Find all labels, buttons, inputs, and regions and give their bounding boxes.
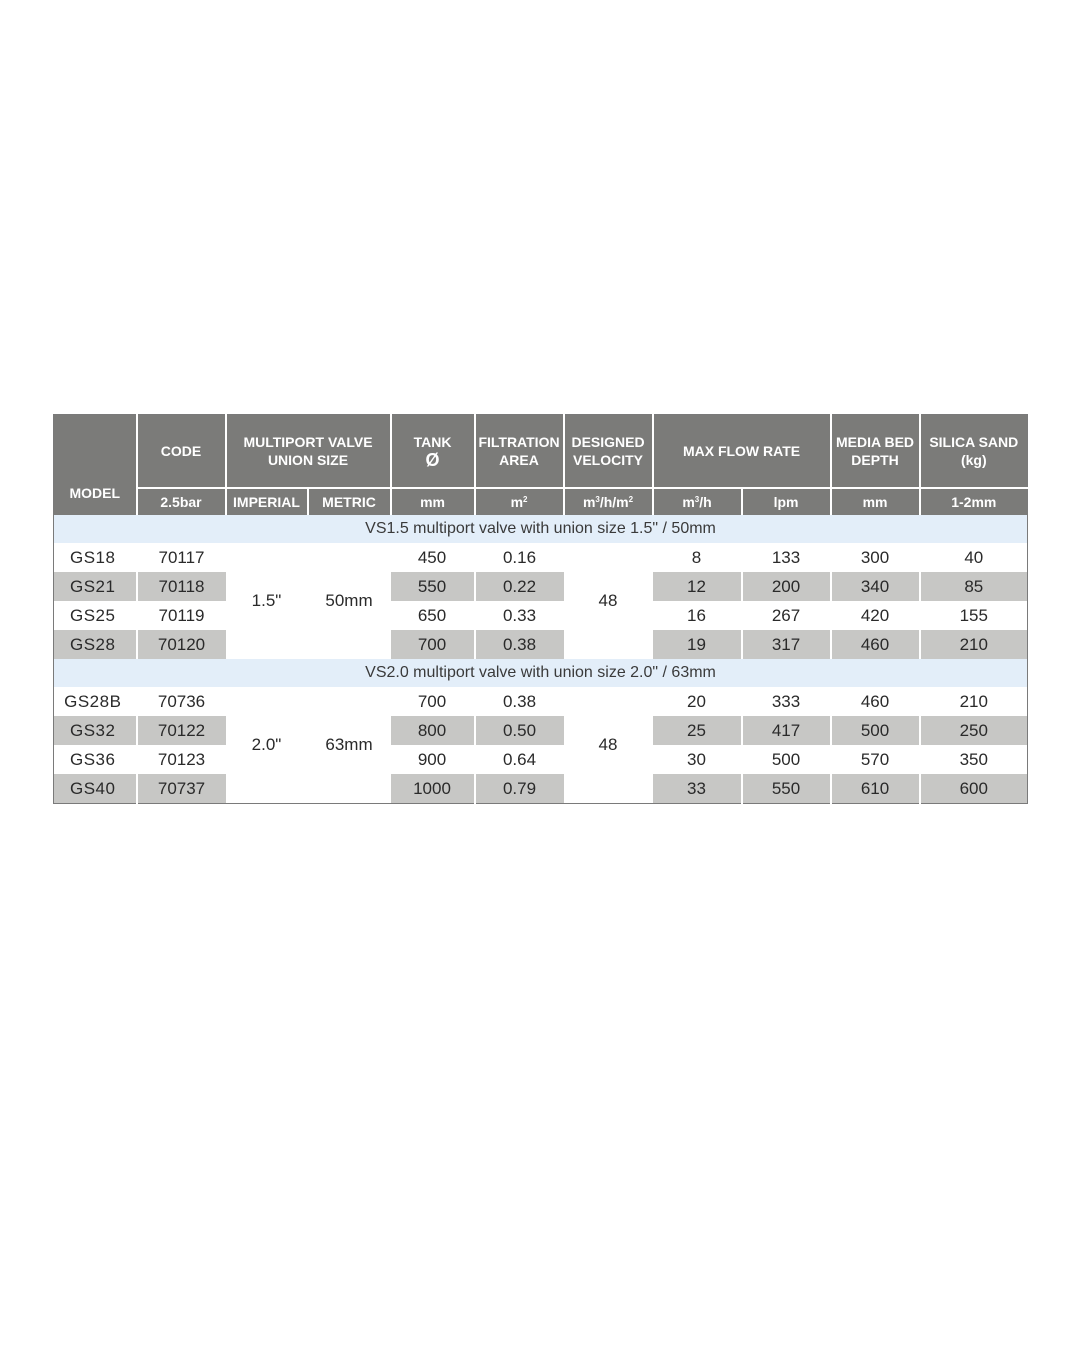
tank-header xyxy=(391,415,475,489)
media-cell: 460 xyxy=(831,687,920,716)
table-row xyxy=(54,572,1028,601)
flow-m3h-cell: 12 xyxy=(653,572,742,601)
code-header-label: CODE xyxy=(160,443,202,459)
tank-unit: mm xyxy=(391,488,475,515)
sand-unit: 1-2mm xyxy=(920,488,1028,515)
flow-m3h-cell: 19 xyxy=(653,630,742,659)
imperial-unit: IMPERIAL xyxy=(226,488,308,515)
media-cell: 300 xyxy=(831,543,920,572)
table-row xyxy=(54,543,1028,572)
tank-cell: 1000 xyxy=(391,774,475,804)
code-header xyxy=(137,415,226,489)
model-cell: GS36 xyxy=(54,745,137,774)
code-cell: 70737 xyxy=(137,774,226,804)
sand-cell: 350 xyxy=(920,745,1028,774)
velocity-unit-a: m xyxy=(582,494,596,510)
tank-cell: 550 xyxy=(391,572,475,601)
valve-header-line1: MULTIPORT VALVE xyxy=(243,434,373,450)
velocity-cell: 48 xyxy=(564,687,653,804)
flow-lpm-cell: 200 xyxy=(742,572,831,601)
group-caption-row xyxy=(54,515,1028,543)
filtration-header-line1: FILTRATION xyxy=(478,434,560,450)
valve-header-line2: UNION SIZE xyxy=(267,452,349,468)
code-cell: 70736 xyxy=(137,687,226,716)
sand-header xyxy=(920,415,1028,489)
filter-spec-table xyxy=(53,414,1028,804)
sand-header-line1: SILICA SAND xyxy=(929,434,1019,450)
tank-header-line1: TANK xyxy=(413,433,452,450)
area-cell: 0.33 xyxy=(475,601,564,630)
media-unit: mm xyxy=(831,488,920,515)
filtration-header-line2: AREA xyxy=(499,452,539,468)
velocity-unit-b: /h/m xyxy=(599,494,629,510)
code-cell: 70118 xyxy=(137,572,226,601)
velocity-header xyxy=(564,415,653,489)
table-row xyxy=(54,630,1028,659)
model-cell: GS40 xyxy=(54,774,137,804)
model-header: MODEL xyxy=(54,415,137,516)
table-body xyxy=(54,515,1028,804)
model-cell: GS28 xyxy=(54,630,137,659)
table-row xyxy=(54,716,1028,745)
flow-lpm-cell: 133 xyxy=(742,543,831,572)
group-caption: VS2.0 multiport valve with union size 2.0" / 63mm xyxy=(54,659,1028,687)
velocity-header-line2: VELOCITY xyxy=(573,452,644,468)
flow-m3h-unit-base: m xyxy=(682,494,695,510)
area-unit xyxy=(475,488,564,515)
media-cell: 420 xyxy=(831,601,920,630)
flow-m3h-unit-tail: /h xyxy=(699,494,712,510)
sand-cell: 210 xyxy=(920,687,1028,716)
flow-lpm-cell: 267 xyxy=(742,601,831,630)
area-unit-sup: 2 xyxy=(523,495,528,504)
flow-lpm-cell: 500 xyxy=(742,745,831,774)
flow-m3h-cell: 8 xyxy=(653,543,742,572)
tank-cell: 700 xyxy=(391,630,475,659)
flow-m3h-cell: 16 xyxy=(653,601,742,630)
imperial-cell: 1.5" xyxy=(226,543,308,659)
sand-cell: 40 xyxy=(920,543,1028,572)
media-cell: 340 xyxy=(831,572,920,601)
model-cell: GS25 xyxy=(54,601,137,630)
flow-m3h-cell: 20 xyxy=(653,687,742,716)
media-header-line2: DEPTH xyxy=(851,452,899,468)
filtration-header xyxy=(475,415,564,489)
area-cell: 0.16 xyxy=(475,543,564,572)
flow-lpm-cell: 550 xyxy=(742,774,831,804)
sand-header-line2: (kg) xyxy=(960,452,987,468)
code-cell: 70117 xyxy=(137,543,226,572)
table-row xyxy=(54,687,1028,716)
tank-cell: 450 xyxy=(391,543,475,572)
table-row xyxy=(54,774,1028,804)
media-cell: 570 xyxy=(831,745,920,774)
diameter-symbol: Ø xyxy=(425,449,440,470)
code-unit: 2.5bar xyxy=(137,488,226,515)
flow-m3h-cell: 33 xyxy=(653,774,742,804)
max-flow-header xyxy=(653,415,831,489)
code-cell: 70123 xyxy=(137,745,226,774)
code-cell: 70119 xyxy=(137,601,226,630)
valve-header xyxy=(226,415,391,489)
velocity-unit-sup1: 3 xyxy=(595,495,600,504)
flow-m3h-unit xyxy=(653,488,742,515)
media-cell: 610 xyxy=(831,774,920,804)
imperial-cell: 2.0" xyxy=(226,687,308,804)
tank-cell: 700 xyxy=(391,687,475,716)
table-row xyxy=(54,601,1028,630)
code-cell: 70120 xyxy=(137,630,226,659)
velocity-header-line1: DESIGNED xyxy=(571,434,645,450)
sand-cell: 600 xyxy=(920,774,1028,804)
metric-unit: METRIC xyxy=(308,488,391,515)
group-caption: VS1.5 multiport valve with union size 1.5" / 50mm xyxy=(54,515,1028,543)
velocity-unit xyxy=(564,488,653,515)
header-row xyxy=(54,415,1028,489)
flow-m3h-cell: 30 xyxy=(653,745,742,774)
flow-lpm-cell: 333 xyxy=(742,687,831,716)
model-cell: GS32 xyxy=(54,716,137,745)
flow-m3h-unit-sup: 3 xyxy=(694,495,700,504)
flow-m3h-cell: 25 xyxy=(653,716,742,745)
sand-cell: 85 xyxy=(920,572,1028,601)
velocity-unit-sup2: 2 xyxy=(628,495,634,504)
media-header xyxy=(831,415,920,489)
subheader-row xyxy=(54,488,1028,515)
media-cell: 460 xyxy=(831,630,920,659)
metric-cell: 50mm xyxy=(308,543,391,659)
table-row xyxy=(54,745,1028,774)
media-cell: 500 xyxy=(831,716,920,745)
area-cell: 0.64 xyxy=(475,745,564,774)
area-cell: 0.79 xyxy=(475,774,564,804)
model-cell: GS18 xyxy=(54,543,137,572)
area-unit-base: m xyxy=(510,494,524,510)
sand-cell: 155 xyxy=(920,601,1028,630)
media-header-line1: MEDIA BED xyxy=(836,434,915,450)
tank-cell: 900 xyxy=(391,745,475,774)
max-flow-header-label: MAX FLOW RATE xyxy=(682,443,801,459)
sand-cell: 210 xyxy=(920,630,1028,659)
area-cell: 0.50 xyxy=(475,716,564,745)
flow-lpm-cell: 317 xyxy=(742,630,831,659)
code-cell: 70122 xyxy=(137,716,226,745)
metric-cell: 63mm xyxy=(308,687,391,804)
area-cell: 0.38 xyxy=(475,687,564,716)
flow-lpm-cell: 417 xyxy=(742,716,831,745)
model-cell: GS21 xyxy=(54,572,137,601)
velocity-cell: 48 xyxy=(564,543,653,659)
tank-cell: 800 xyxy=(391,716,475,745)
model-cell: GS28B xyxy=(54,687,137,716)
tank-cell: 650 xyxy=(391,601,475,630)
area-cell: 0.38 xyxy=(475,630,564,659)
area-cell: 0.22 xyxy=(475,572,564,601)
group-caption-row xyxy=(54,659,1028,687)
flow-lpm-unit: lpm xyxy=(742,488,831,515)
sand-cell: 250 xyxy=(920,716,1028,745)
